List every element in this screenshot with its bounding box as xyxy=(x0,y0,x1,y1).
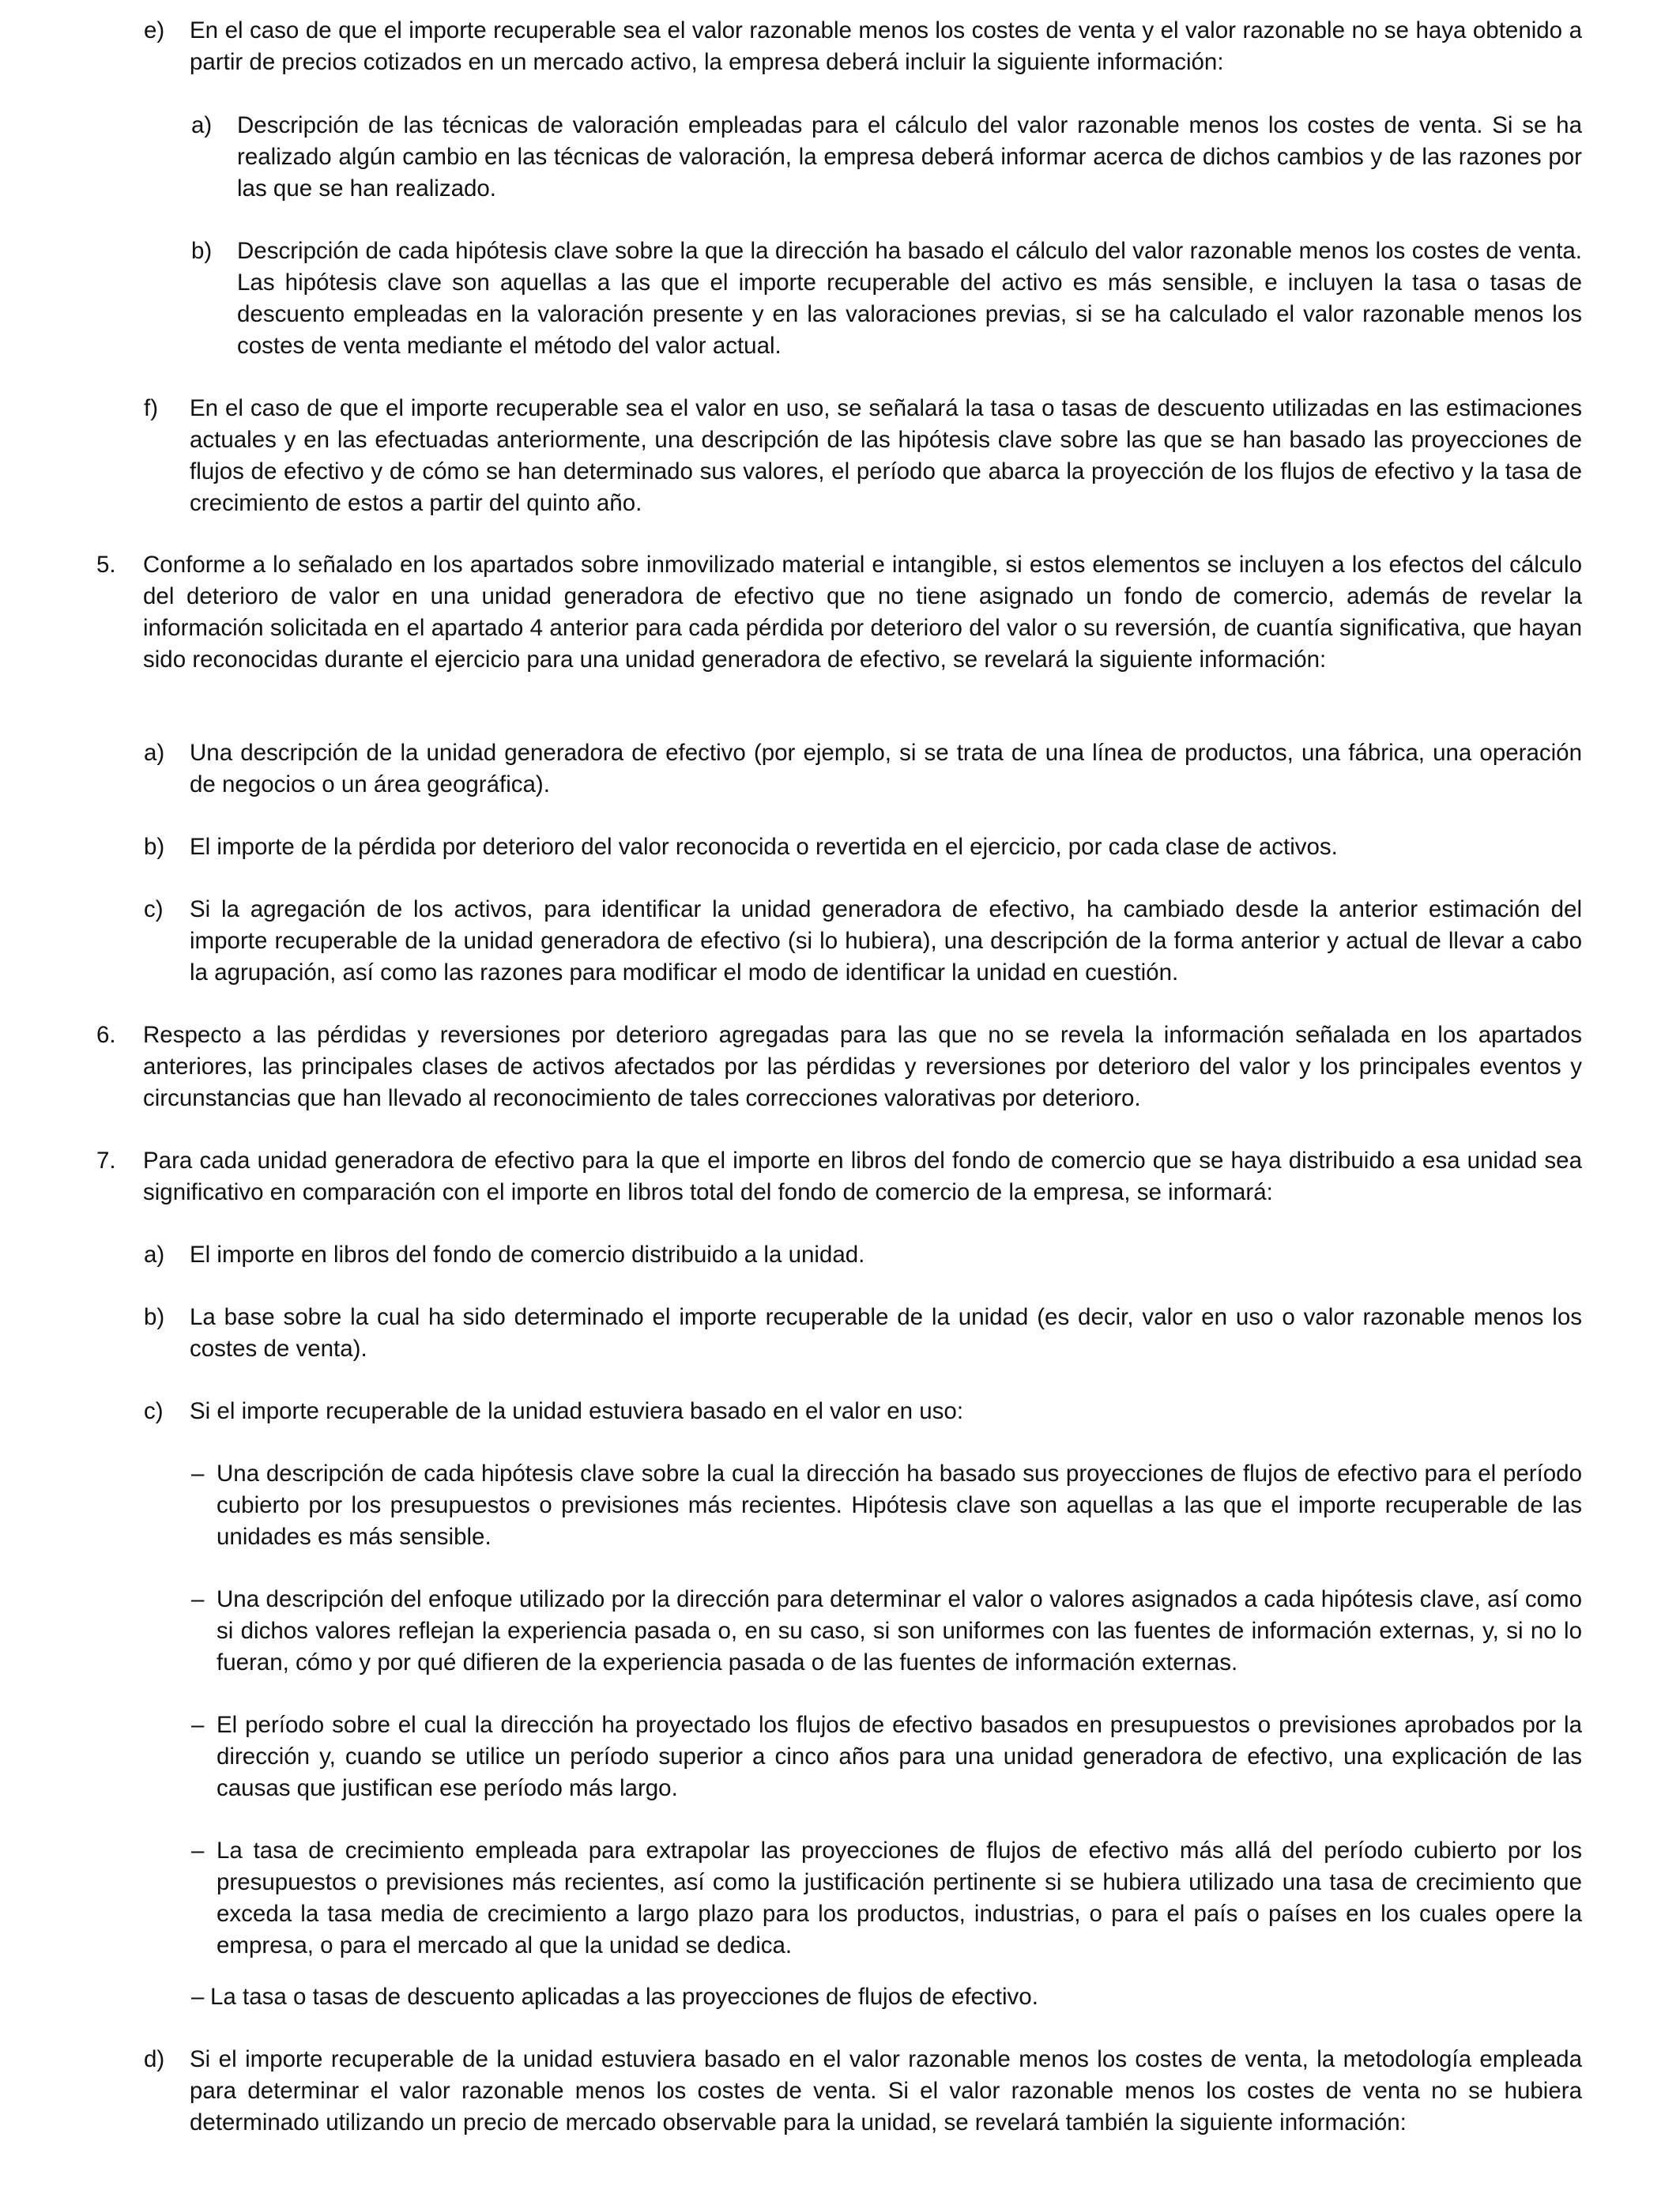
item-marker: 6. xyxy=(96,1022,116,1048)
paragraph-5-a xyxy=(190,737,1582,801)
paragraph-5 xyxy=(143,549,1582,676)
paragraph-text: En el caso de que el importe recuperable sea el valor en uso, se señalará la tasa o tasas de descuento utilizadas en las estimaciones actuales y en las efectuadas anteriormente, una descripción de las hipótesis clave sobre las que se han basado las proyecciones de flujos de efectivo y de cómo se han determinado sus valores, el período que abarca la proyección de los flujos de efectivo y la tasa de crecimiento de estos a partir del quinto año. xyxy=(190,395,1582,516)
paragraph-7-b xyxy=(190,1302,1582,1365)
item-marker: b) xyxy=(144,834,165,860)
dash-marker: – xyxy=(191,1984,205,2010)
dash-marker: – xyxy=(191,1838,205,1864)
dash-item xyxy=(217,1458,1582,1553)
paragraph-7-a xyxy=(190,1239,1582,1271)
paragraph-e-a xyxy=(237,110,1582,205)
paragraph-text: Descripción de cada hipótesis clave sobre la que la dirección ha basado el cálculo del valor razonable menos los costes de venta. Las hipótesis clave son aquellas a las que el importe recuperable del activo es más sensible, e incluyen la tasa o tasas de descuento empleadas en la valoración presente y en las valoraciones previas, si se ha calculado el valor razonable menos los costes de venta mediante el método del valor actual. xyxy=(237,238,1582,359)
dash-item xyxy=(217,1710,1582,1804)
paragraph-text: Si el importe recuperable de la unidad estuviera basado en el valor en uso: xyxy=(190,1398,964,1424)
dash-marker: – xyxy=(191,1712,205,1738)
item-marker: 7. xyxy=(96,1148,116,1174)
paragraph-text: Conforme a lo señalado en los apartados sobre inmovilizado material e intangible, si estos elementos se incluyen a los efectos del cálculo del deterioro de valor en una unidad generadora de efectivo que no tiene asignado un fondo de comercio, además de revelar la información solicitada en el apartado 4 anterior para cada pérdida por deterioro del valor o su reversión, de cuantía significativa, que hayan sido reconocidas durante el ejercicio para una unidad generadora de efectivo, se revelará la siguiente información: xyxy=(143,552,1582,673)
paragraph-5-c xyxy=(190,894,1582,989)
item-marker: e) xyxy=(144,17,165,43)
paragraph-text: El importe de la pérdida por deterioro del valor reconocida o revertida en el ejercicio, por cada clase de activos. xyxy=(190,834,1338,860)
paragraph-text: El importe en libros del fondo de comercio distribuido a la unidad. xyxy=(190,1242,865,1268)
paragraph-text: En el caso de que el importe recuperable sea el valor razonable menos los costes de venta y el valor razonable no se haya obtenido a partir de precios cotizados en un mercado activo, la empresa deberá incluir la siguiente información: xyxy=(190,17,1582,75)
paragraph-text: Si el importe recuperable de la unidad estuviera basado en el valor razonable menos los costes de venta, la metodología empleada para determinar el valor razonable menos los costes de venta. Si el valor razonable menos los costes de venta no se hubiera determinado utilizando un precio de mercado observable para la unidad, se revelará también la siguiente información: xyxy=(190,2046,1582,2136)
dash-marker: – xyxy=(191,1461,205,1487)
paragraph-7 xyxy=(143,1145,1582,1208)
paragraph-text: Respecto a las pérdidas y reversiones por deterioro agregadas para las que no se revela la información señalada en los apartados anteriores, las principales clases de activos afectados por las pérdidas y reversiones por deterioro del valor y los principales eventos y circunstancias que han llevado al reconocimiento de tales correcciones valorativas por deterioro. xyxy=(143,1022,1582,1111)
paragraph-text: La tasa o tasas de descuento aplicadas a las proyecciones de flujos de efectivo. xyxy=(210,1984,1038,2010)
paragraph-e-b xyxy=(237,236,1582,362)
item-marker: b) xyxy=(144,1304,165,1330)
item-marker: a) xyxy=(191,112,213,138)
paragraph-7-c xyxy=(190,1396,1582,1427)
item-marker: a) xyxy=(144,740,165,766)
item-marker: c) xyxy=(144,896,164,922)
paragraph-f xyxy=(190,393,1582,519)
item-marker: a) xyxy=(144,1242,165,1268)
item-marker: d) xyxy=(144,2046,165,2072)
paragraph-text: La base sobre la cual ha sido determinado el importe recuperable de la unidad (es decir, valor en uso o valor razonable menos los costes de venta). xyxy=(190,1304,1582,1362)
paragraph-5-b xyxy=(190,831,1582,863)
paragraph-6 xyxy=(143,1020,1582,1114)
dash-marker: – xyxy=(191,1586,205,1612)
paragraph-7-d xyxy=(190,2044,1582,2139)
paragraph-text: Si la agregación de los activos, para identificar la unidad generadora de efectivo, ha cambiado desde la anterior estimación del importe recuperable de la unidad generadora de efectivo (si lo hubiera), una descripción de la forma anterior y actual de llevar a cabo la agrupación, así como las razones para modificar el modo de identificar la unidad en cuestión. xyxy=(190,896,1582,986)
dash-item xyxy=(217,1584,1582,1679)
paragraph-text: El período sobre el cual la dirección ha proyectado los flujos de efectivo basados en presupuestos o previsiones aprobados por la dirección y, cuando se utilice un período superior a cinco años para una unidad generadora de efectivo, una explicación de las causas que justifican ese período más largo. xyxy=(217,1712,1582,1801)
dash-item xyxy=(217,1835,1582,1962)
item-marker: 5. xyxy=(96,552,116,578)
paragraph-text: Una descripción de la unidad generadora de efectivo (por ejemplo, si se trata de una línea de productos, una fábrica, una operación de negocios o un área geográfica). xyxy=(190,740,1582,797)
paragraph-text: Descripción de las técnicas de valoración empleadas para el cálculo del valor razonable menos los costes de venta. Si se ha realizado algún cambio en las técnicas de valoración, la empresa deberá informar acerca de dichos cambios y de las razones por las que se han realizado. xyxy=(237,112,1582,202)
item-marker: b) xyxy=(191,238,213,264)
dash-item xyxy=(210,1981,1582,2013)
item-marker: f) xyxy=(144,395,159,421)
paragraph-text: La tasa de crecimiento empleada para extrapolar las proyecciones de flujos de efectivo más allá del período cubierto por los presupuestos o previsiones más recientes, así como la justificación pertinente si se hubiera utilizado una tasa de crecimiento que exceda la tasa media de crecimiento a largo plazo para los productos, industrias, o para el país o países en los cuales opere la empresa, o para el mercado al que la unidad se dedica. xyxy=(217,1838,1582,1958)
paragraph-text: Una descripción de cada hipótesis clave sobre la cual la dirección ha basado sus proyecciones de flujos de efectivo para el período cubierto por los presupuestos o previsiones más recientes. Hipótesis clave son aquellas a las que el importe recuperable de las unidades es más sensible. xyxy=(217,1461,1582,1550)
item-marker: c) xyxy=(144,1398,164,1424)
paragraph-text: Para cada unidad generadora de efectivo para la que el importe en libros del fondo de comercio que se haya distribuido a esa unidad sea significativo en comparación con el importe en libros total del fondo de comercio de la empresa, se informará: xyxy=(143,1148,1582,1205)
paragraph-e xyxy=(190,15,1582,78)
paragraph-text: Una descripción del enfoque utilizado por la dirección para determinar el valor o valores asignados a cada hipótesis clave, así como si dichos valores reflejan la experiencia pasada o, en su caso, si son uniformes con las fuentes de información externas, y, si no lo fueran, cómo y por qué difieren de la experiencia pasada o de las fuentes de información externas. xyxy=(217,1586,1582,1676)
